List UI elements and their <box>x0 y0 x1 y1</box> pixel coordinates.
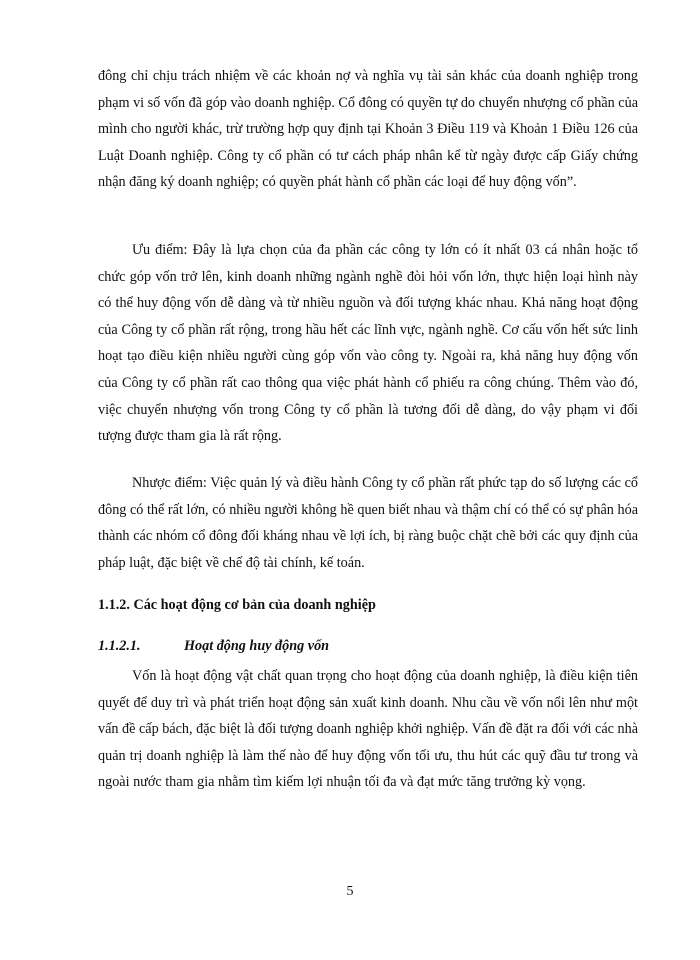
paragraph-continued: đông chỉ chịu trách nhiệm về các khoản nợ và nghĩa vụ tài sản khác của doanh nghiệp trong phạm vi số vốn đã góp vào doanh nghiệp. Cổ đông có quyền tự do chuyển nhượng cổ phần của mình cho người khác, trừ trường hợp quy định tại Khoản 3 Điều 119 và Khoản 1 Điều 126 của Luật Doanh nghiệp. Công ty cổ phần có tư cách pháp nhân kể từ ngày được cấp Giấy chứng nhận đăng ký doanh nghiệp; có quyền phát hành cổ phần các loại để huy động vốn”. <box>98 68 638 191</box>
paragraph-advantages: Ưu điểm: Đây là lựa chọn của đa phần các công ty lớn có ít nhất 03 cá nhân hoặc tổ chức góp vốn trở lên, kinh doanh những ngành nghề đòi hỏi vốn lớn, thực hiện loại hình này có thể huy động vốn dễ dàng và từ nhiều nguồn và đối tượng khác nhau. Khả năng hoạt động của Công ty cổ phần rất rộng, trong hầu hết các lĩnh vực, ngành nghề. Cơ cấu vốn hết sức linh hoạt tạo điều kiện nhiều người cùng góp vốn vào công ty. Ngoài ra, khả năng huy động vốn của Công ty cổ phần rất cao thông qua việc phát hành cổ phiếu ra công chúng. Thêm vào đó, việc chuyển nhượng vốn trong Công ty cổ phần là tương đối dễ dàng, do vậy phạm vi đối tượng được tham gia là rất rộng. <box>98 242 638 445</box>
subsection-number: 1.1.2.1. <box>98 638 141 654</box>
subsection-title: Hoạt động huy động vốn <box>184 638 330 654</box>
subsection-heading <box>98 633 638 660</box>
paragraph-disadvantages: Nhược điểm: Việc quản lý và điều hành Công ty cổ phần rất phức tạp do số lượng các cổ đông có thể rất lớn, có nhiều người không hề quen biết nhau và thậm chí có thể có sự phân hóa thành các nhóm cổ đông đối kháng nhau về lợi ích, bị ràng buộc chặt chẽ bởi các quy định của pháp luật, đặc biệt về chế độ tài chính, kế toán. <box>98 475 638 571</box>
section-heading: 1.1.2. Các hoạt động cơ bản của doanh nghiệp <box>98 597 376 613</box>
paragraph-capital: Vốn là hoạt động vật chất quan trọng cho hoạt động của doanh nghiệp, là điều kiện tiên quyết để duy trì và phát triển hoạt động sản xuất kinh doanh. Nhu cầu về vốn nổi lên như một vấn đề cấp bách, đặc biệt là đối tượng doanh nghiệp khởi nghiệp. Vấn đề đặt ra đối với các nhà quản trị doanh nghiệp là làm thế nào để huy động vốn tối ưu, thu hút các quỹ đầu tư trong và ngoài nước tham gia nhằm tìm kiếm lợi nhuận tối đa và đạt mức tăng trưởng kỳ vọng. <box>98 668 638 791</box>
page-number: 5 <box>346 884 354 899</box>
